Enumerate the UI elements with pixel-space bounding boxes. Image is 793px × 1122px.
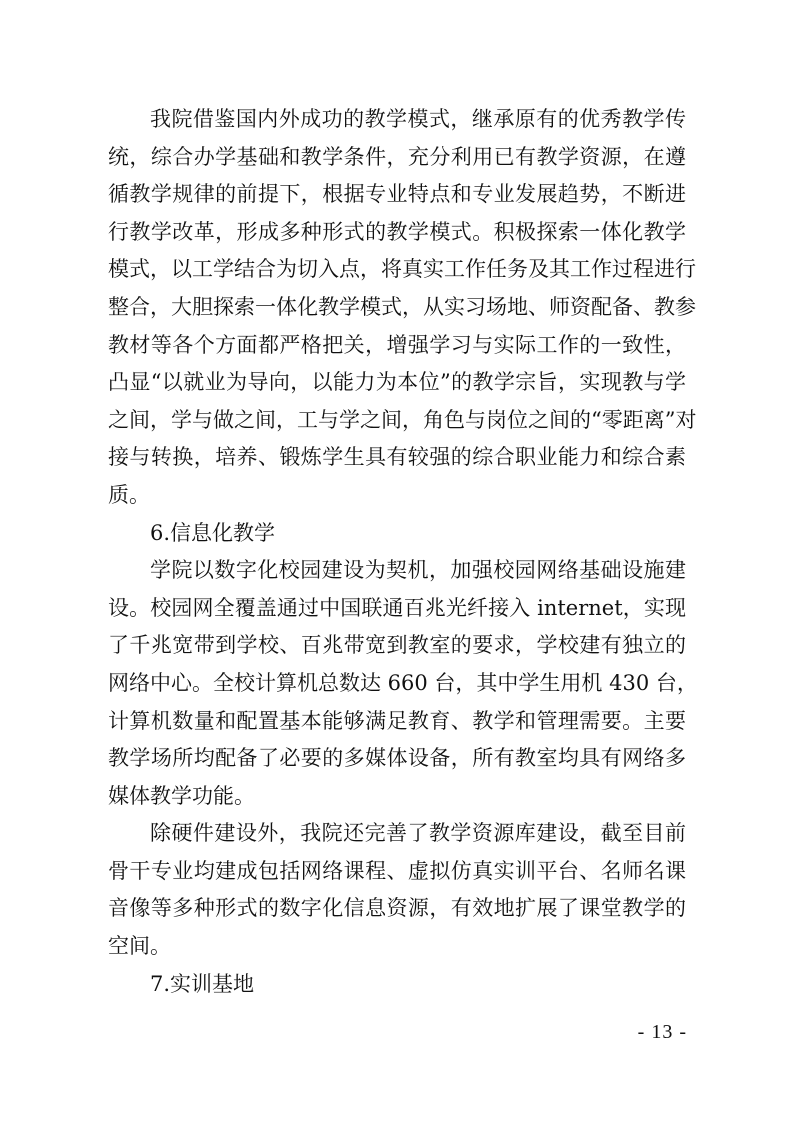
text-line: 网络中心。全校计算机总数达 660 台，其中学生用机 430 台，: [108, 670, 698, 695]
text-line: 行教学改革，形成多种形式的教学模式。积极探索一体化教学: [108, 219, 686, 244]
paragraph-resource-library: [108, 815, 686, 965]
paragraph-digital-campus: [108, 552, 698, 815]
text-line: 质。: [108, 482, 150, 507]
text-line: 音像等多种形式的数字化信息资源，有效地扩展了课堂教学的: [108, 896, 686, 921]
text-line: 空间。: [108, 934, 171, 959]
text-line: 教材等各个方面都严格把关，增强学习与实际工作的一致性，: [108, 332, 686, 357]
text-line: 我院借鉴国内外成功的教学模式，继承原有的优秀教学传: [150, 107, 686, 131]
text-line: 之间，学与做之间，工与学之间，角色与岗位之间的“零距离”对: [108, 407, 697, 432]
text-line: 除硬件建设外，我院还完善了教学资源库建设，截至目前: [150, 821, 686, 846]
text-line: 计算机数量和配置基本能够满足教育、教学和管理需要。主要: [108, 708, 686, 733]
section-heading-6: 6.信息化教学: [150, 520, 276, 545]
text-line: 媒体教学功能。: [108, 783, 255, 808]
text-line: 模式，以工学结合为切入点，将真实工作任务及其工作过程进行: [108, 257, 696, 282]
page-number: - 13 -: [637, 1021, 687, 1043]
text-line: 凸显“以就业为导向，以能力为本位”的教学宗旨，实现教与学: [108, 370, 686, 395]
paragraph-teaching-models: [108, 101, 697, 515]
text-line: 了千兆宽带到学校、百兆带宽到教室的要求，学校建有独立的: [108, 633, 686, 658]
section-heading-7: 7.实训基地: [150, 971, 255, 996]
document-body: [108, 101, 698, 1003]
text-line: 教学场所均配备了必要的多媒体设备，所有教室均具有网络多: [108, 746, 686, 771]
text-line: 学院以数字化校园建设为契机，加强校园网络基础设施建: [150, 558, 686, 583]
text-line: 骨干专业均建成包括网络课程、虚拟仿真实训平台、名师名课: [108, 858, 686, 883]
text-line: 统，综合办学基础和教学条件，充分利用已有教学资源，在遵: [108, 144, 686, 169]
text-line: 接与转换，培养、锻炼学生具有较强的综合职业能力和综合素: [108, 445, 686, 470]
text-line: 设。校园网全覆盖通过中国联通百兆光纤接入 internet，实现: [108, 595, 686, 620]
text-line: 循教学规律的前提下，根据专业特点和专业发展趋势，不断进: [108, 182, 686, 207]
text-line: 整合，大胆探索一体化教学模式，从实习场地、师资配备、教参: [108, 294, 696, 319]
